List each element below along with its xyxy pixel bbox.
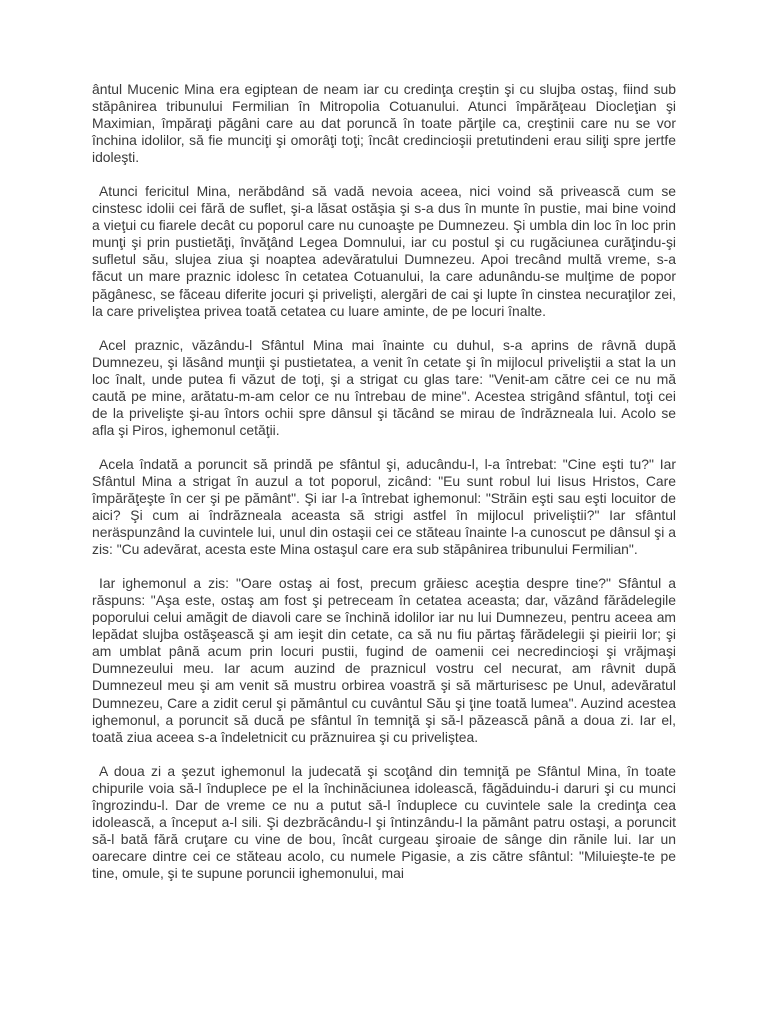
paragraph-confession: Iar ighemonul a zis: "Oare ostaş ai fost, precum grăiesc aceştia despre tine?" Sfântul a răspuns: "Aşa este, ostaş am fost şi petreceam în cetatea aceasta; dar, văzând fărădelegile poporului celui amăgit de diavoli care se închină idolilor iar nu lui Dumnezeu, pentru aceea am lepădat slujba ostăşească şi am ieşit din cetate, ca să nu fiu părtaş fărădelegii şi pieirii lor; şi am umblat până acum prin locuri pustii, fugind de oamenii cei necredincioşi şi vrăjmaşi Dumnezeului meu. Iar acum auzind de praznicul vostru cel necurat, am râvnit după Dumnezeul meu şi am venit să mustru orbirea voastră şi să mărturisesc pe Unul, adevăratul Dumnezeu, Care a zidit cerul şi pământul cu cuvântul Său şi ţine toată lumea". Auzind acestea ighemonul, a poruncit să ducă pe sfântul în temniţă şi să-l păzească până a doua zi. Iar el, toată ziua aceea s-a îndeletnicit cu prăznuirea şi cu priveliştea. [92,575,676,745]
paragraph-interrogation: Acela îndată a poruncit să prindă pe sfântul şi, aducându-l, l-a întrebat: "Cine eşti tu?" Iar Sfântul Mina a strigat în auzul a tot poporul, zicând: "Eu sunt robul lui Iisus Hristos, Care împărăţeşte în cer şi pe pământ". Şi iar l-a întrebat ighemonul: "Străin eşti sau eşti locuitor de aici? Şi cum ai îndrăzneala aceasta să strigi astfel în mijlocul priveliştii?" Iar sfântul neräspunzând la cuvintele lui, unul din ostaşii cei ce stăteau înainte l-a cunoscut pe dânsul şi a zis: "Cu adevărat, acesta este Mina ostaşul care era sub stăpânirea tribunului Fermilian". [92,455,676,558]
paragraph-mina-departure: Atunci fericitul Mina, nerăbdând să vadă nevoia aceea, nici voind să privească cum se cinstesc idolii cei fără de suflet, şi-a lăsat ostăşia şi s-a dus în munte în pustie, mai bine voind a vieţui cu fiarele decât cu poporul care nu cunoaşte pe Dumnezeu. Şi umbla din loc în loc prin munţi şi prin pustietăţi, învăţând Legea Domnului, iar cu postul şi cu rugăciunea curăţindu-şi sufletul său, slujea ziua şi noaptea adevăratului Dumnezeu. Apoi trecând multă vreme, s-a făcut un mare praznic idolesc în cetatea Cotuanului, la care adunându-se mulţime de popor păgânesc, se făceau diferite jocuri şi privelişti, alergări de cai şi lupte în cinstea necuraţilor zei, la care priveliştea privea toată cetatea cu luare aminte, de pe locuri înalte. [92,183,676,319]
paragraph-festival: Acel praznic, văzându-l Sfântul Mina mai înainte cu duhul, s-a aprins de râvnă după Dumnezeu, şi lăsând munţii şi pustietatea, a venit în cetate şi în mijlocul priveliştii a stat la un loc înalt, unde putea fi văzut de toţi, şi a strigat cu glas tare: "Venit-am către cei ce nu mă caută pe mine, arătatu-m-am celor ce nu întrebau de mine". Acestea strigând sfântul, toţi cei de la privelişte şi-au întors ochii spre dânsul şi tăcând se mirau de îndrăzneala lui. Acolo se afla şi Piros, ighemonul cetăţii. [92,336,676,438]
paragraph-judgment: A doua zi a şezut ighemonul la judecată şi scoţând din temniţă pe Sfântul Mina, în toate chipurile voia să-l înduplece pe el la închinăciunea idolească, făgăduindu-i daruri şi cu munci îngrozindu-l. Dar de vreme ce nu a putut să-l înduplece cu cuvintele sale la credinţa cea idolească, a început a-l sili. Şi dezbrăcându-l şi întinzându-l la pământ patru ostaşi, a poruncit să-l bată fără cruţare cu vine de bou, încât curgeau şiroaie de sânge din rănile lui. Iar un oarecare dintre cei ce stăteau acolo, cu numele Pigasie, a zis către sfântul: "Miluieşte-te pe tine, omule, şi te supune poruncii ighemonului, mai [92,762,676,881]
paragraph-intro: ântul Mucenic Mina era egiptean de neam iar cu credinţa creştin şi cu slujba ostaş, fiind sub stăpânirea tribunului Fermilian în Mitropolia Cotuanului. Atunci împărăţeau Diocleţian şi Maximian, împăraţi păgâni care au dat poruncă în toate părţile ca, creştinii care nu se vor închina idolilor, să fie munciţi şi omorâţi toţi; încât credincioşii pretutindeni erau siliţi spre jertfe idoleşti. [92,81,676,166]
document-page [92,81,676,882]
